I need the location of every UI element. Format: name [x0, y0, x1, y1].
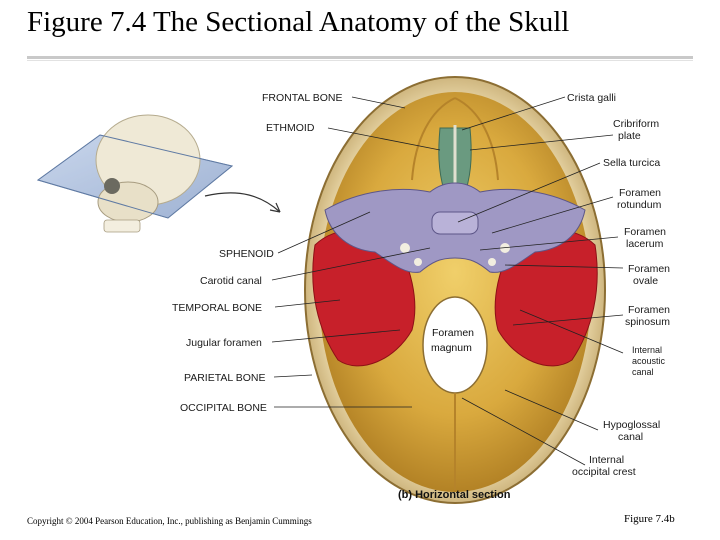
label-crista-galli: Crista galli — [567, 92, 617, 104]
label-acoustic-2: acoustic — [632, 356, 666, 366]
label-spinosum-1: Foramen — [628, 304, 671, 316]
label-lacerum-2: lacerum — [626, 238, 664, 250]
page-title: Figure 7.4 The Sectional Anatomy of the Skull — [27, 6, 570, 38]
label-carotid-canal: Carotid canal — [200, 275, 262, 287]
inset-skull-teeth — [104, 220, 140, 232]
label-ovale-1: Foramen — [628, 263, 671, 275]
label-acoustic-1: Internal — [632, 345, 663, 355]
copyright-notice: Copyright © 2004 Pearson Education, Inc., publishing as Benjamin Cummings — [27, 516, 312, 526]
label-magnum-2: magnum — [431, 342, 472, 354]
label-cribriform-2: plate — [618, 130, 641, 142]
figure-caption: (b) Horizontal section — [398, 489, 511, 501]
label-ovale-2: ovale — [633, 275, 659, 287]
label-hypoglossal-1: Hypoglossal — [603, 419, 661, 431]
label-lacerum-1: Foramen — [624, 226, 667, 238]
label-rotundum-2: rotundum — [617, 199, 662, 211]
sella-turcica-shape — [432, 212, 478, 234]
label-temporal-bone: TEMPORAL BONE — [172, 302, 263, 314]
label-jugular-foramen: Jugular foramen — [186, 337, 262, 349]
label-hypoglossal-2: canal — [618, 431, 644, 443]
label-spinosum-2: spinosum — [625, 316, 670, 328]
inset-arrow — [205, 193, 280, 212]
label-sphenoid: SPHENOID — [219, 248, 274, 260]
label-parietal-bone: PARIETAL BONE — [184, 372, 266, 384]
label-occipital-bone: OCCIPITAL BONE — [180, 402, 267, 414]
label-acoustic-3: canal — [632, 367, 654, 377]
label-ethmoid: ETHMOID — [266, 122, 315, 134]
label-crest-1: Internal — [589, 454, 625, 466]
inset-skull-orbit — [104, 178, 120, 194]
label-crest-2: occipital crest — [572, 466, 636, 478]
label-magnum-1: Foramen — [432, 327, 475, 339]
label-frontal-bone: FRONTAL BONE — [262, 92, 343, 104]
label-sella-turcica: Sella turcica — [603, 157, 661, 169]
label-cribriform-1: Cribriform — [613, 118, 660, 130]
label-rotundum-1: Foramen — [619, 187, 662, 199]
figure-number: Figure 7.4b — [624, 513, 675, 525]
orientation-inset — [38, 115, 280, 232]
